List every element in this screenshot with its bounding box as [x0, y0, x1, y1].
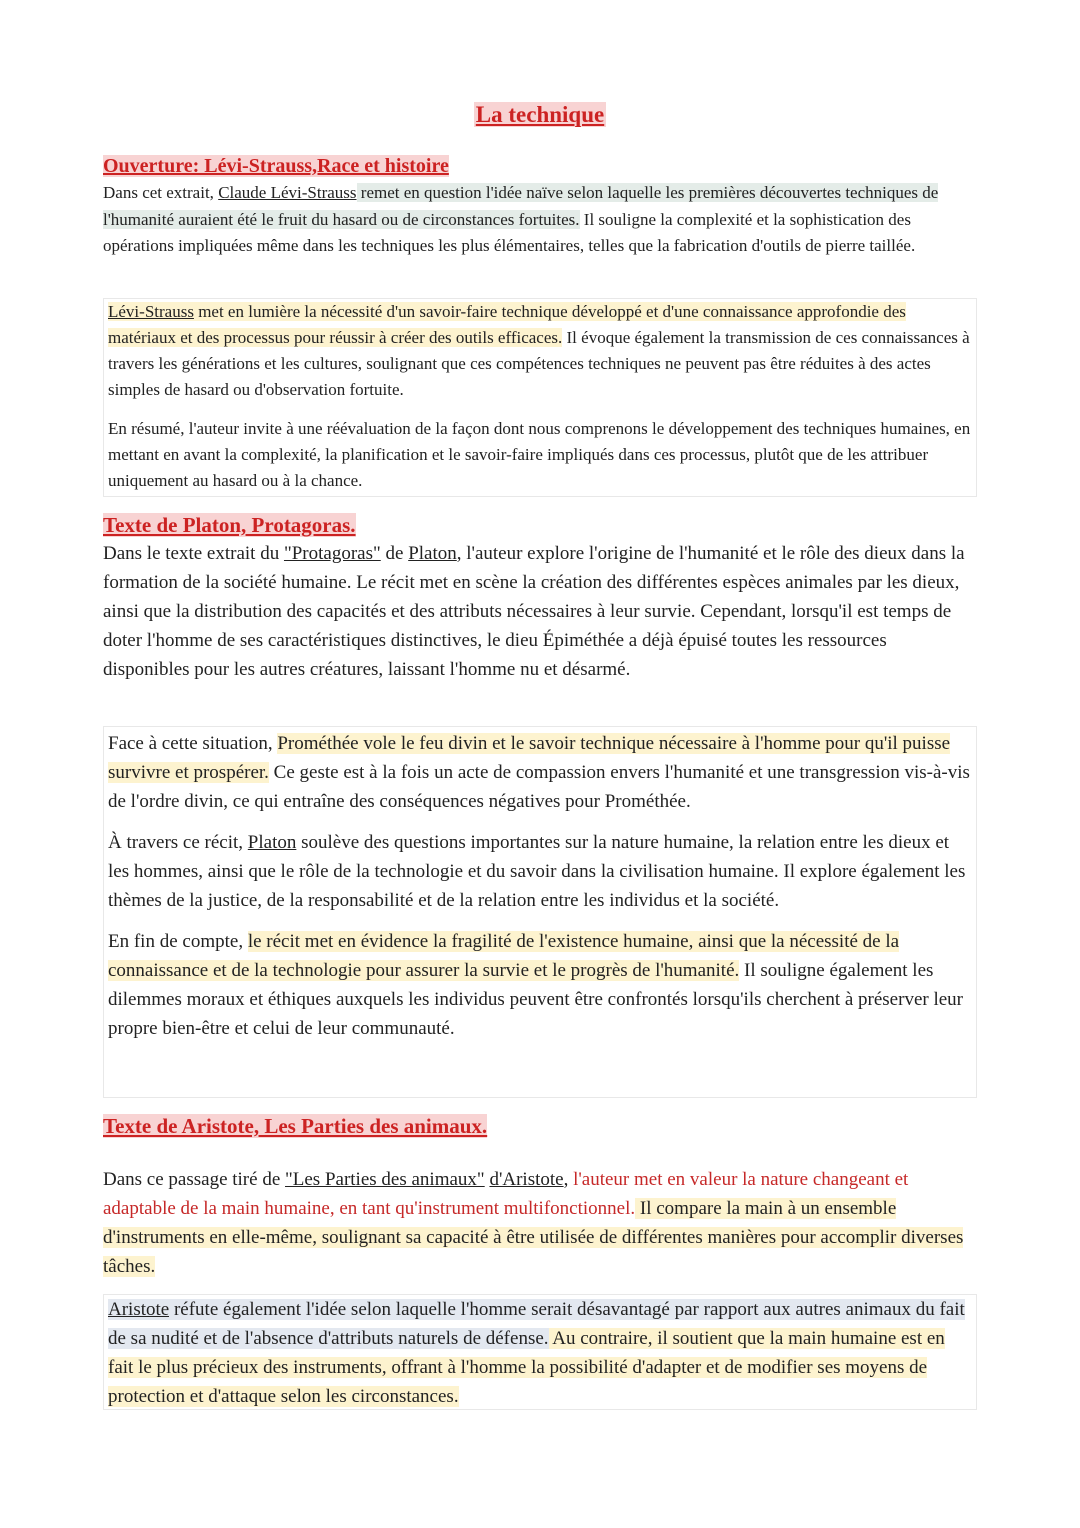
- text-run: Dans cet extrait,: [103, 183, 219, 202]
- text-run: Il souligne la complexité et la sophistication des opérations impliquées même dans les techniques les plus élémentaires, telles que la fabrication d'outils de pierre taillée.: [103, 209, 916, 255]
- paragraph-platon-conclusion: [108, 927, 972, 1043]
- author-name: Platon: [408, 543, 457, 564]
- text-run: Dans le texte extrait du: [103, 543, 284, 564]
- highlighted-text: le récit met en évidence la fragilité de l'existence humaine, ainsi que la nécessité de la connaissance et de la technologie pour assurer la survie et le progrès de l'humanité.: [108, 931, 900, 981]
- text-block-platon: [103, 726, 977, 1098]
- highlighted-text: Au contraire, il soutient que la main humaine est en fait le plus précieux des instruments, offrant à l'homme la possibilité d'adapter et de modifier ses moyens de protection et d'attaque selon les circonstances.: [108, 1328, 945, 1407]
- highlighted-text: remet en question l'idée naïve selon laquelle les premières découvertes techniques de l'humanité auraient été le fruit du hasard ou de circonstances fortuites.: [103, 183, 939, 229]
- text-run: de: [380, 543, 409, 564]
- text-block-aristote: [103, 1294, 977, 1410]
- work-title: "Protagoras": [283, 543, 381, 564]
- page-title: [103, 102, 977, 128]
- paragraph-levi-strauss-summary: [108, 416, 972, 494]
- text-run: , l'auteur explore l'origine de l'humanité et le rôle des dieux dans la formation de la société humaine. Le récit met en scène la création des différentes espèces animales par les dieux, ainsi que la distribution des capacités et des attributs nécessaires à leur survie. Cependant, lorsqu'il est temps de doter l'homme de ses caractéristiques distinctives, le dieu Épiméthée a déjà épuisé toutes les ressources disponibles pour les autres créatures, laissant l'homme nu et désarmé.: [103, 543, 965, 680]
- text-run: Ce geste est à la fois un acte de compassion envers l'humanité et une transgression vis-à-vis de l'ordre divin, ce qui entraîne des conséquences négatives pour Prométhée.: [108, 762, 970, 812]
- section-heading-text: Texte de Aristote, Les Parties des animaux.: [103, 1114, 488, 1138]
- author-name: Platon: [247, 832, 297, 853]
- page-title-text: La technique: [475, 102, 605, 127]
- author-name: d'Aristote: [489, 1169, 564, 1190]
- text-run: soulève des questions importantes sur la nature humaine, la relation entre les dieux et les hommes, ainsi que le rôle de la technologie et du savoir dans la civilisation humaine. Il explore également les thèmes de la justice, de la responsabilité et de la relation entre les individus et la société.: [108, 832, 966, 911]
- paragraph-platon-intro: [103, 539, 977, 684]
- text-run: À travers ce récit,: [108, 832, 248, 853]
- text-run: Face à cette situation,: [108, 733, 278, 754]
- red-highlighted-text: l'auteur met en valeur la nature changeant et adaptable de la main humaine, en tant qu'instrument multifonctionnel.: [103, 1169, 909, 1219]
- paragraph-levi-strauss-savoir-faire: [108, 299, 972, 403]
- section-heading-text: Ouverture: Lévi-Strauss,Race et histoire: [103, 155, 449, 177]
- section-heading-aristote: [103, 1114, 487, 1139]
- text-run: Dans ce passage tiré de: [103, 1169, 286, 1190]
- text-block-levi-strauss: [103, 298, 977, 497]
- text-run: Il évoque également la transmission de ces connaissances à travers les générations et les cultures, soulignant que ces compétences techniques ne peuvent pas être réduites à des actes simples de hasard ou d'observation fortuite.: [108, 328, 970, 399]
- paragraph-aristote-main: [108, 1295, 972, 1411]
- section-heading-levi-strauss: [103, 155, 449, 178]
- section-heading-platon: [103, 513, 356, 538]
- paragraph-platon-promethee: [108, 729, 972, 816]
- paragraph-platon-questions: [108, 828, 972, 915]
- author-name: Lévi-Strauss: [108, 302, 194, 321]
- work-title: "Les Parties des animaux": [285, 1169, 485, 1190]
- text-run: En fin de compte,: [108, 931, 248, 952]
- highlighted-text: Prométhée vole le feu divin et le savoir technique nécessaire à l'homme pour qu'il puisse survivre et prospérer.: [108, 733, 951, 783]
- highlighted-text-blue: réfute également l'idée selon laquelle l'homme serait désavantagé par rapport aux autres animaux du fait de sa nudité et de l'absence d'attributs naturels de défense.: [108, 1299, 965, 1349]
- highlighted-text: met en lumière la nécessité d'un savoir-faire technique développé et d'une connaissance approfondie des matériaux et des processus pour réussir à créer des outils efficaces.: [108, 302, 906, 347]
- author-name: Claude Lévi-Strauss: [218, 183, 357, 202]
- highlighted-text: Il compare la main à un ensemble d'instruments en elle-même, soulignant sa capacité à être utilisée de différentes manières pour accomplir diverses tâches.: [103, 1198, 964, 1277]
- text-run: En résumé, l'auteur invite à une réévaluation de la façon dont nous comprenons le développement des techniques humaines, en mettant en avant la complexité, la planification et le savoir-faire impliqués dans ces processus, plutôt que de les attribuer uniquement au hasard ou à la chance.: [108, 419, 971, 490]
- paragraph-levi-strauss-intro: [103, 180, 977, 260]
- section-heading-text: Texte de Platon, Protagoras.: [103, 513, 356, 537]
- text-run: Il souligne également les dilemmes moraux et éthiques auxquels les individus peuvent être confrontés lorsqu'ils cherchent à préserver leur propre bien-être et celui de leur communauté.: [108, 960, 963, 1039]
- author-name: Aristote: [108, 1299, 170, 1320]
- paragraph-aristote-intro: [103, 1165, 977, 1281]
- text-run: ,: [563, 1169, 574, 1190]
